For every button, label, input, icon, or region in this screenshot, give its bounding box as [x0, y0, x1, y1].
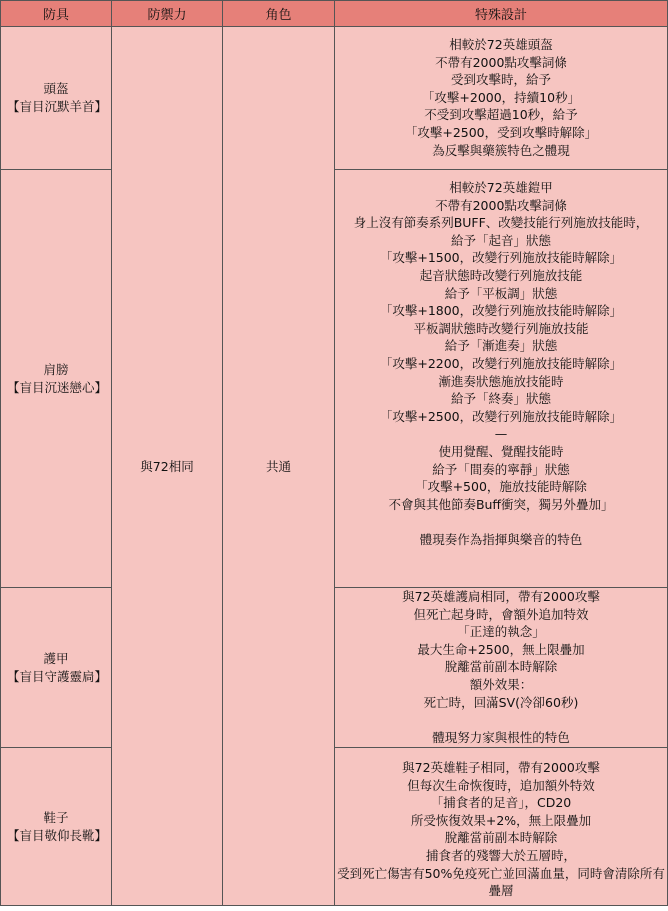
armor-name: 【盲目敬仰長靴】	[7, 827, 108, 843]
header-role: 角色	[223, 1, 335, 27]
armor-cell-body	[1, 588, 112, 748]
armor-name: 【盲目沉迷戀心】	[7, 379, 108, 395]
armor-type: 護甲	[43, 650, 69, 666]
desc-line: 脫離當前副本時解除	[444, 830, 558, 846]
desc-line: 「攻擊+1800，改變行列施放技能時解除」	[379, 303, 623, 319]
desc-cell-boots	[335, 748, 668, 906]
desc-line: 給予「起音」狀態	[450, 232, 551, 248]
desc-line: 體現奏作為指揮與樂音的特色	[419, 531, 583, 547]
desc-line: 受到死亡傷害有50%免疫死亡並回滿血量，同時會清除所有疊層	[337, 865, 665, 899]
desc-line: 體現努力家與根性的特色	[432, 729, 570, 745]
blank-line	[335, 711, 667, 729]
desc-line: 「正達的執念」	[457, 624, 545, 640]
header-special-design: 特殊設計	[335, 1, 668, 27]
desc-cell-helmet	[335, 27, 668, 170]
desc-cell-shoulders	[335, 170, 668, 588]
table-row	[1, 170, 668, 588]
desc-line: 不帶有2000點攻擊詞條	[435, 197, 567, 213]
armor-name: 【盲目沉默羊首】	[7, 99, 108, 114]
desc-line: 「攻擊+2000，持續10秒」	[421, 89, 581, 105]
blank-line	[335, 513, 667, 531]
armor-cell-helmet	[1, 27, 112, 170]
desc-cell-body	[335, 588, 668, 748]
desc-line: 死亡時，回滿SV(冷卻60秒)	[423, 694, 579, 710]
header-armor: 防具	[1, 1, 112, 27]
table-row	[1, 27, 668, 170]
desc-line: 相較於72英雄鎧甲	[449, 180, 553, 195]
desc-line: 「攻擊+2500，改變行列施放技能時解除」	[379, 408, 623, 424]
desc-line: 與72英雄鞋子相同，帶有2000攻擊	[402, 760, 600, 775]
armor-cell-boots	[1, 748, 112, 906]
desc-line: 給予「漸進奏」狀態	[444, 338, 558, 354]
desc-line: —	[494, 426, 508, 442]
desc-line: 「捕食者的足音」，CD20	[430, 795, 572, 811]
armor-name: 【盲目守護靈扃】	[7, 668, 108, 684]
desc-line: 不帶有2000點攻擊詞條	[435, 54, 567, 70]
desc-line: 起音狀態時改變行列施放技能	[419, 267, 583, 283]
desc-line: 給予「平板調」狀態	[444, 285, 558, 301]
armor-cell-shoulders	[1, 170, 112, 588]
desc-line: 脫離當前副本時解除	[444, 659, 558, 675]
role-cell: 共通	[223, 27, 335, 906]
desc-line: 受到攻擊時，給予	[450, 72, 551, 88]
desc-line: 給予「終奏」狀態	[450, 391, 551, 407]
desc-line: 「攻擊+500，施放技能時解除	[415, 479, 587, 495]
desc-line: 不會與其他節奏Buff衝突，獨另外疊加」	[388, 496, 614, 512]
defense-cell: 與72相同	[112, 27, 223, 906]
header-defense: 防禦力	[112, 1, 223, 27]
armor-type: 肩膀	[43, 361, 69, 377]
desc-line: 「攻擊+2200，改變行列施放技能時解除」	[379, 355, 623, 371]
desc-line: 所受恢復效果+2%，無上限疊加	[410, 812, 592, 828]
desc-line: 「攻擊+2500，受到攻擊時解除」	[404, 124, 598, 140]
desc-line: 額外效果：	[469, 676, 533, 692]
desc-line: 捕食者的殘響大於五層時，	[425, 847, 576, 863]
desc-line: 相較於72英雄頭盔	[449, 37, 553, 52]
armor-type: 鞋子	[43, 809, 69, 825]
desc-line: 但死亡起身時，會額外追加特效	[413, 606, 589, 622]
desc-line: 平板調狀態時改變行列施放技能	[413, 320, 589, 336]
table-row	[1, 748, 668, 906]
desc-line: 不受到攻擊超過10秒，給予	[424, 107, 578, 123]
desc-line: 「攻擊+1500，改變行列施放技能時解除」	[379, 250, 623, 266]
desc-line: 給予「間奏的寧靜」狀態	[432, 461, 570, 477]
armor-type: 頭盔	[43, 81, 69, 96]
desc-line: 最大生命+2500，無上限疊加	[417, 641, 585, 657]
desc-line: 但每次生命恢復時，追加額外特效	[407, 777, 595, 793]
table-row	[1, 588, 668, 748]
desc-line: 漸進奏狀態施放技能時	[438, 373, 564, 389]
desc-line: 與72英雄護扃相同，帶有2000攻擊	[402, 589, 600, 604]
desc-line: 身上沒有節奏系列BUFF、改變技能行列施放技能時，	[353, 215, 649, 231]
header-row	[1, 1, 668, 27]
desc-line: 使用覺醒、覺醒技能時	[438, 443, 564, 459]
desc-line: 為反擊與藥簇特色之體現	[432, 142, 570, 158]
